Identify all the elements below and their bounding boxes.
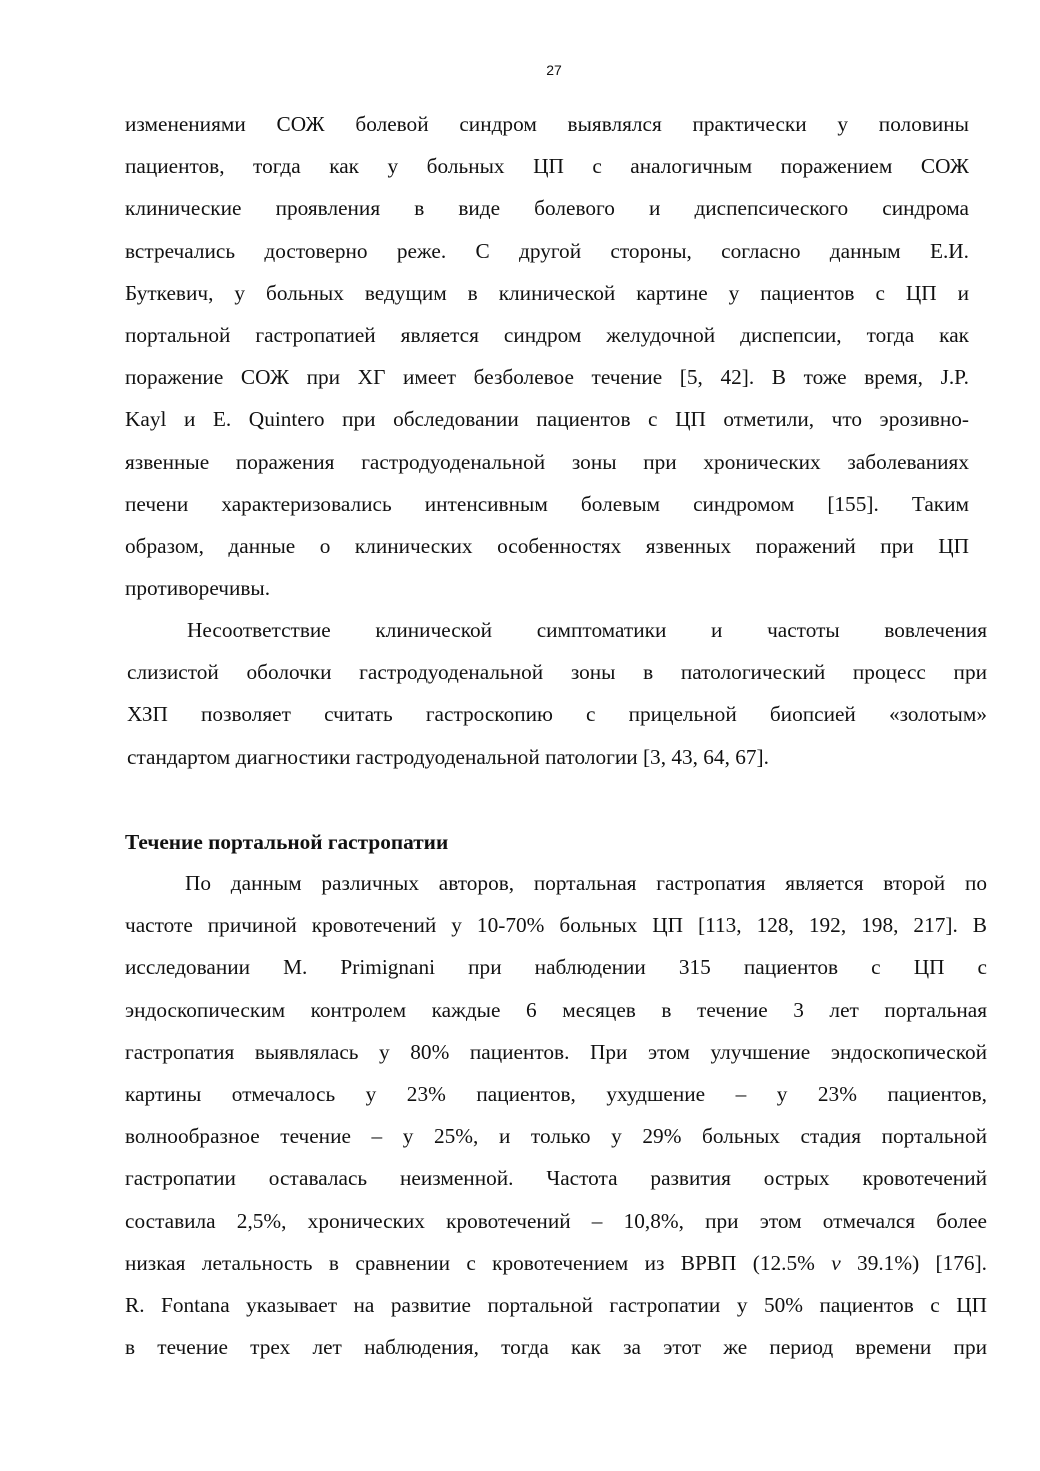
text-line: волнообразное течение – у 25%, и только у 29% больных стадия портальной — [125, 1124, 987, 1149]
paragraph-portal-gastropathy-course — [125, 862, 987, 1368]
text-line: гастропатии оставалась неизменной. Частота развития острых кровотечений — [125, 1166, 987, 1191]
text-line: в течение трех лет наблюдения, тогда как за этот же период времени при — [125, 1335, 987, 1360]
page-number: 27 — [546, 62, 562, 78]
text-line: слизистой оболочки гастродуоденальной зоны в патологический процесс при — [127, 660, 987, 685]
paragraph-clinical-features — [125, 103, 969, 609]
text-line: клинические проявления в виде болевого и диспепсического синдрома — [125, 196, 969, 221]
text-line: исследовании M. Primignani при наблюдении 315 пациентов с ЦП с — [125, 955, 987, 980]
text-line: Kayl и E. Quintero при обследовании пациентов с ЦП отметили, что эрозивно- — [125, 407, 969, 432]
text-line: ХЗП позволяет считать гастроскопию с прицельной биопсией «золотым» — [127, 702, 987, 727]
text-line: образом, данные о клинических особенностях язвенных поражений при ЦП — [125, 534, 969, 559]
text-line: Несоответствие клинической симптоматики и частоты вовлечения — [187, 618, 987, 642]
text-line: изменениями СОЖ болевой синдром выявлялся практически у половины — [125, 112, 969, 136]
text-line: пациентов, тогда как у больных ЦП с аналогичным поражением СОЖ — [125, 154, 969, 179]
text-line: частоте причиной кровотечений у 10-70% больных ЦП [113, 128, 192, 198, 217]. В — [125, 913, 987, 938]
text-line: противоречивы. — [125, 576, 271, 601]
text-line: картины отмечалось у 23% пациентов, ухудшение – у 23% пациентов, — [125, 1082, 987, 1107]
paragraph-diagnostic-standard — [127, 609, 987, 778]
text-line: Буткевич, у больных ведущим в клинической картине у пациентов с ЦП и — [125, 280, 969, 305]
text-line: R. Fontana указывает на развитие портальной гастропатии у 50% пациентов с ЦП — [125, 1293, 987, 1318]
text-line: гастропатия выявлялась у 80% пациентов. При этом улучшение эндоскопической — [125, 1039, 987, 1064]
text-line: По данным различных авторов, портальная гастропатия является второй по — [185, 871, 987, 895]
text-line: печени характеризовались интенсивным болевым синдромом [155]. Таким — [125, 491, 969, 516]
text-line: язвенные поражения гастродуоденальной зоны при хронических заболеваниях — [125, 449, 969, 474]
text-line: поражение СОЖ при ХГ имеет безболевое течение [5, 42]. В тоже время, J.P. — [125, 365, 969, 390]
text-line: портальной гастропатией является синдром желудочной диспепсии, тогда как — [125, 323, 969, 348]
text-line: стандартом диагностики гастродуоденальной патологии [3, 43, 64, 67]. — [127, 744, 769, 769]
text-line: встречались достоверно реже. С другой стороны, согласно данным Е.И. — [125, 238, 969, 263]
text-line: эндоскопическим контролем каждые 6 месяцев в течение 3 лет портальная — [125, 997, 987, 1022]
text-line: низкая летальность в сравнении с кровотечением из ВРВП (12.5% v 39.1%) [176]. — [125, 1250, 987, 1275]
text-line: составила 2,5%, хронических кровотечений – 10,8%, при этом отмечался более — [125, 1208, 987, 1233]
section-heading: Течение портальной гастропатии — [125, 830, 449, 854]
